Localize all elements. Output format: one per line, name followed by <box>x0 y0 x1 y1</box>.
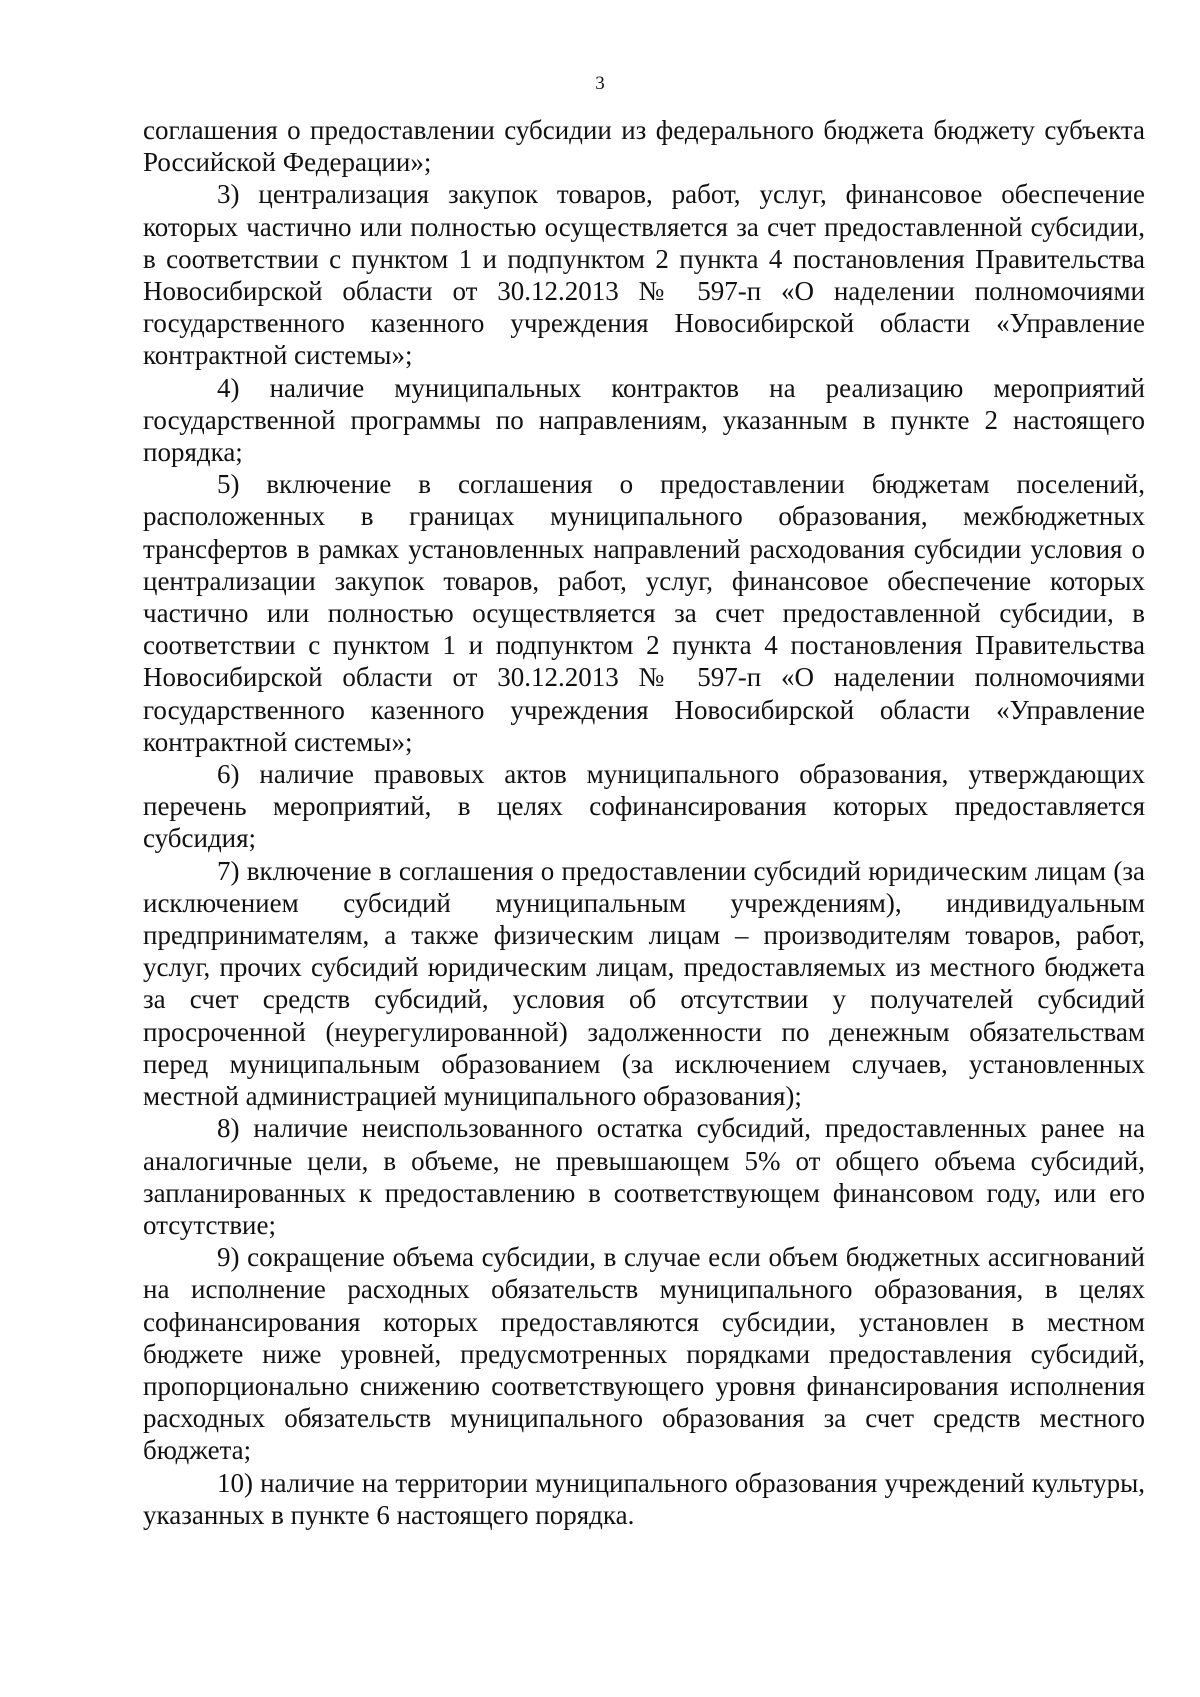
paragraph-item-6: 6) наличие правовых актов муниципального образования, утверждающих перечень мероприятий, в целях софинансирования которых предоставляется субсидия; <box>143 759 1145 854</box>
page-number: 3 <box>595 73 605 94</box>
paragraph-item-5: 5) включение в соглашения о предоставлении бюджетам поселений, расположенных в границах муниципального образования, межбюджетных трансфертов в рамках установленных направлений расходования субсидии условия о централизации закупок товаров, работ, услуг, финансовое обеспечение которых частично или полностью осуществляется за счет предоставленной субсидии, в соответствии с пунктом 1 и подпунктом 2 пункта 4 постановления Правительства Новосибирской области от 30.12.2013 № 597-п «О наделении полномочиями государственного казенного учреждения Новосибирской области «Управление контрактной системы»; <box>143 469 1145 757</box>
paragraph-item-4: 4) наличие муниципальных контрактов на реализацию мероприятий государственной программы по направлениям, указанным в пункте 2 настоящего порядка; <box>143 372 1145 468</box>
paragraph-item-3: 3) централизация закупок товаров, работ, услуг, финансовое обеспечение которых частично или полностью осуществляется за счет предоставленной субсидии, в соответствии с пунктом 1 и подпунктом 2 пункта 4 постановления Правительства Новосибирской области от 30.12.2013 № 597-п «О наделении полномочиями государственного казенного учреждения Новосибирской области «Управление контрактной системы»; <box>143 179 1145 371</box>
document-body <box>143 114 1145 1531</box>
paragraph-item-7: 7) включение в соглашения о предоставлении субсидий юридическим лицам (за исключением субсидий муниципальным учреждениям), индивидуальным предпринимателям, а также физическим лицам – производителям товаров, работ, услуг, прочих субсидий юридическим лицам, предоставляемых из местного бюджета за счет средств субсидий, условия об отсутствии у получателей субсидий просроченной (неурегулированной) задолженности по денежным обязательствам перед муниципальным образованием (за исключением случаев, установленных местной администрацией муниципального образования); <box>143 855 1145 1112</box>
paragraph-item-9: 9) сокращение объема субсидии, в случае если объем бюджетных ассигнований на исполнение расходных обязательств муниципального образования, в целях софинансирования которых предоставляются субсидии, установлен в местном бюджете ниже уровней, предусмотренных порядками предоставления субсидий, пропорционально снижению соответствующего уровня финансирования исполнения расходных обязательств муниципального образования за счет средств местного бюджета; <box>143 1242 1145 1466</box>
paragraph-item-10: 10) наличие на территории муниципального образования учреждений культуры, указанных в пункте 6 настоящего порядка. <box>143 1467 1145 1530</box>
paragraph-continuation: соглашения о предоставлении субсидии из федерального бюджета бюджету субъекта Российской Федерации»; <box>143 115 1145 178</box>
paragraph-item-8: 8) наличие неиспользованного остатка субсидий, предоставленных ранее на аналогичные цели, в объеме, не превышающем 5% от общего объема субсидий, запланированных к предоставлению в соответствующем финансовом году, или его отсутствие; <box>143 1113 1145 1240</box>
